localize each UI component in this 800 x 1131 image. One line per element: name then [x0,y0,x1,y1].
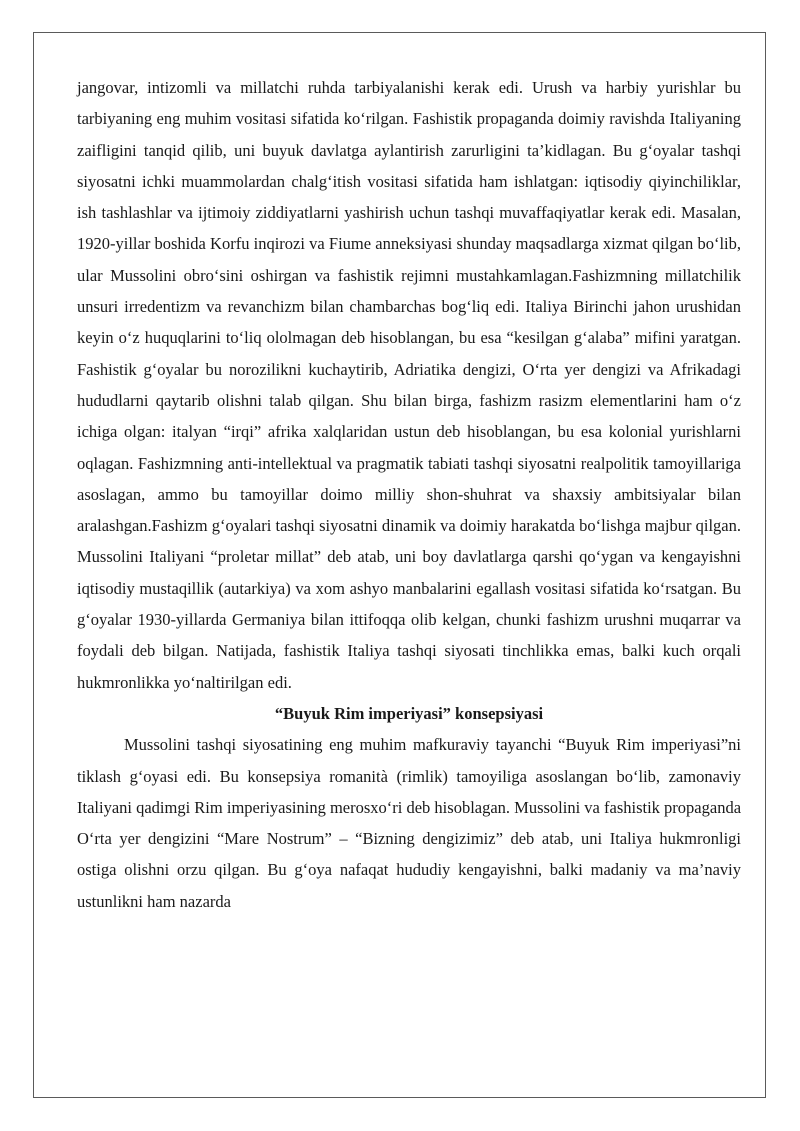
body-paragraph: jangovar, intizomli va millatchi ruhda tarbiyalanishi kerak edi. Urush va harbiy yurishlar bu tarbiyaning eng muhim vositasi sifatida ko‘rilgan. Fashistik propaganda doimiy ravishda Italiyaning zaifligini tanqid qilib, uni buyuk davlatga aylantirish zarurligini ta’kidlagan. Bu g‘oyalar tashqi siyosatni ichki muammolardan chalg‘itish vositasi sifatida ham ishlatgan: iqtisodiy qiyinchiliklar, ish tashlashlar va ijtimoiy ziddiyatlarni yashirish uchun tashqi muvaffaqiyatlar kerak edi. Masalan, 1920-yillar boshida Korfu inqirozi va Fiume anneksiyasi shunday maqsadlarga xizmat qilgan bo‘lib, ular Mussolini obro‘sini oshirgan va fashistik rejimni mustahkamlagan.Fashizmning millatchilik unsuri irredentizm va revanchizm bilan chambarchas bog‘liq edi. Italiya Birinchi jahon urushidan keyin o‘z huquqlarini to‘liq ololmagan deb hisoblangan, bu esa “kesilgan g‘alaba” mifini yaratgan. Fashistik g‘oyalar bu norozilikni kuchaytirib, Adriatika dengizi, O‘rta yer dengizi va Afrikadagi hududlarni qaytarib olishni talab qilgan. Shu bilan birga, fashizm rasizm elementlarini ham o‘z ichiga olgan: italyan “irqi” afrika xalqlaridan ustun deb hisoblangan, bu esa kolonial yurishlarni oqlagan. Fashizmning anti-intellektual va pragmatik tabiati tashqi siyosatni realpolitik tamoyillariga asoslagan, ammo bu tamoyillar doimo milliy shon-shuhrat va shaxsiy ambitsiyalar bilan aralashgan.Fashizm g‘oyalari tashqi siyosatni dinamik va doimiy harakatda bo‘lishga majbur qilgan. Mussolini Italiyani “proletar millat” deb atab, uni boy davlatlarga qarshi qo‘ygan va kengayishni iqtisodiy mustaqillik (autarkiya) va xom ashyo manbalarini egallash vositasi sifatida ko‘rsatgan. Bu g‘oyalar 1930-yillarda Germaniya bilan ittifoqqa olib kelgan, chunki fashizm urushni muqarrar va foydali deb bilgan. Natijada, fashistik Italiya tashqi siyosati tinchlikka emas, balki kuch orqali hukmronlikka yo‘naltirilgan edi. [77,78,741,692]
document-body [77,72,741,917]
section-heading: “Buyuk Rim imperiyasi” konsepsiyasi [274,703,544,723]
body-paragraph: Mussolini tashqi siyosatining eng muhim mafkuraviy tayanchi “Buyuk Rim imperiyasi”ni tiklash g‘oyasi edi. Bu konsepsiya romanità (rimlik) tamoyiliga asoslangan bo‘lib, zamonaviy Italiyani qadimgi Rim imperiyasining merosxo‘ri deb hisoblagan. Mussolini va fashistik propaganda O‘rta yer dengizini “Mare Nostrum” – “Bizning dengizimiz” deb atab, uni Italiya hukmronligi ostiga olishni orzu qilgan. Bu g‘oya nafaqat hududiy kengayishni, balki madaniy va ma’naviy ustunlikni ham nazarda [77,735,742,911]
